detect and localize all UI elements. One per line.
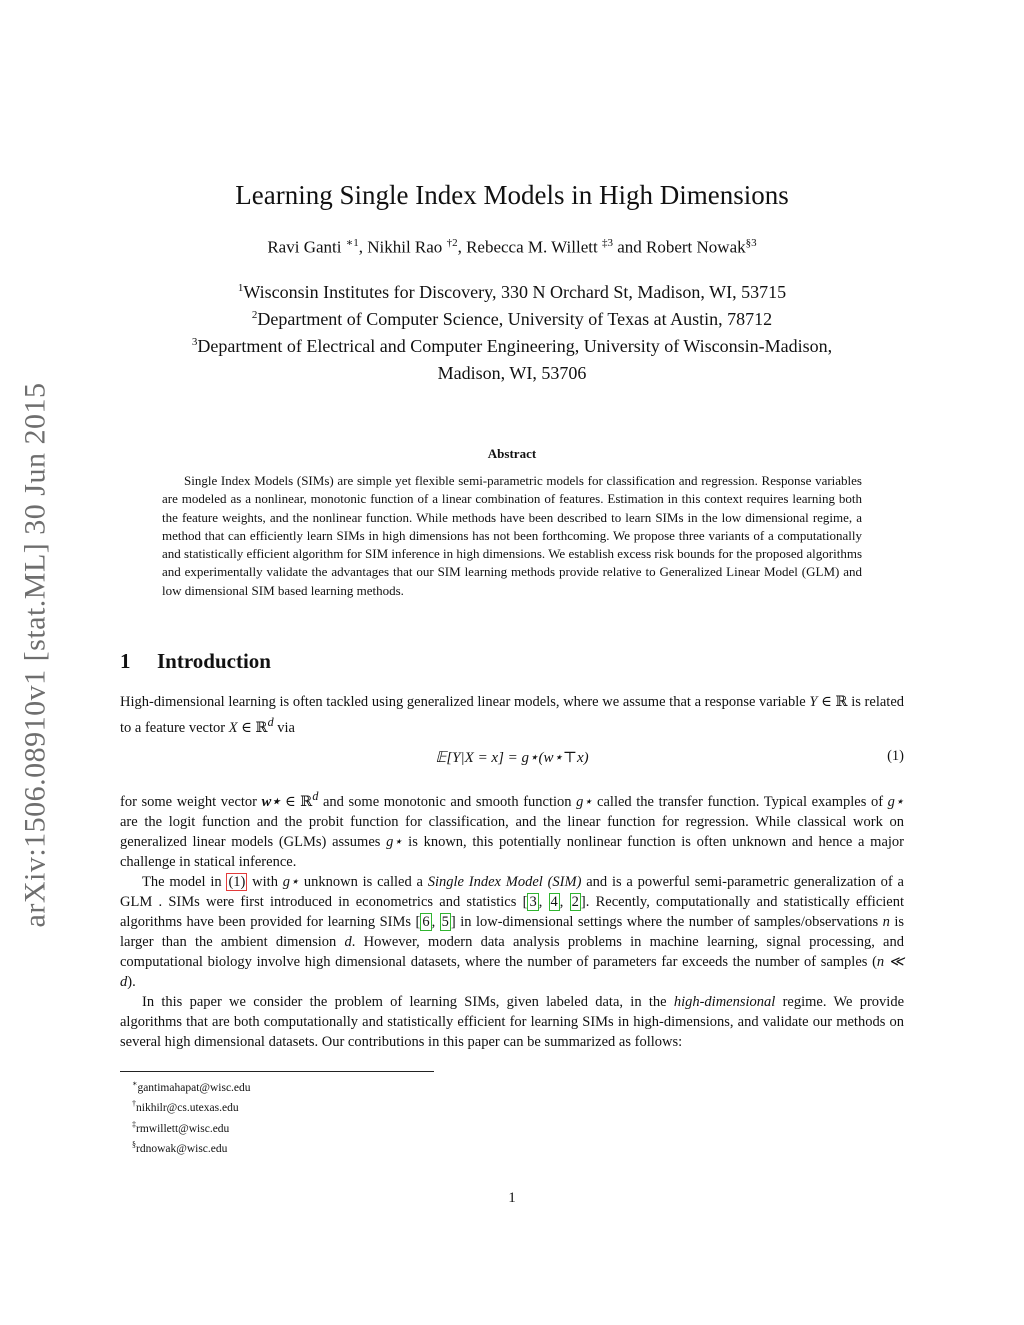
affiliation-line: $^1$Wisconsin Institutes for Discovery, 330 N Orchard St, Madison, WI, 53715 bbox=[237, 282, 787, 302]
section-heading bbox=[120, 649, 271, 674]
citation-link[interactable]: 2 bbox=[571, 893, 579, 910]
arxiv-stamp bbox=[14, 350, 56, 960]
affiliation-line: $^2$Department of Computer Science, University of Texas at Austin, 78712 bbox=[251, 309, 773, 329]
footnote: §rdnowak@wisc.edu bbox=[132, 1140, 228, 1156]
equation-number: (1) bbox=[887, 748, 904, 764]
intro-body bbox=[120, 786, 904, 1052]
arxiv-stamp-text: arXiv:1506.08910v1 [stat.ML] 30 Jun 2015 bbox=[18, 382, 51, 928]
footnote: †nikhilr@cs.utexas.edu bbox=[132, 1099, 239, 1115]
affiliations bbox=[120, 277, 904, 385]
affiliation-line: $^3$Department of Electrical and Computer Engineering, University of Wisconsin-Madison, bbox=[191, 336, 833, 356]
footnotes bbox=[132, 1076, 251, 1158]
author-mark: ∗1 bbox=[345, 237, 359, 249]
section-title: Introduction bbox=[157, 649, 271, 673]
page-number: 1 bbox=[508, 1190, 516, 1206]
equation-body: 𝔼[Y|X = x] = g⋆(w⋆⊤x) bbox=[435, 750, 589, 766]
abstract-heading: Abstract bbox=[487, 446, 537, 461]
intro-paragraph-4: In this paper we consider the problem of learning SIMs, given labeled data, in the high-dimensional regime. We provide algorithms that are both computationally and statistically efficient for learning SIMs in high-dimensions, and validate our methods on several high dimensional datasets. Our contributions in this paper can be summarized as follows: bbox=[120, 993, 905, 1050]
author-name: Ravi Ganti bbox=[267, 237, 342, 257]
affiliation-line: Madison, WI, 53706 bbox=[437, 363, 587, 383]
footnote: ∗gantimahapat@wisc.edu bbox=[132, 1079, 251, 1094]
author-list: Ravi Ganti $^{∗1}$, Nikhil Rao $^{\dagger 2}$, Rebecca M. Willett $^{\ddagger 3}$ and Robert Nowak$^{\S 3}$ bbox=[267, 237, 757, 257]
intro-paragraph-2: for some weight vector w⋆ ∈ ℝ$^d$ and some monotonic and smooth function g⋆ called the transfer function. Typical examples of g⋆ are the logit function and the probit function for classification, and the linear function for regression. While classical work on generalized linear models (GLMs) assumes g⋆ is known, this potentially nonlinear function is often unknown and hence a major challenge in statical inference. bbox=[120, 789, 905, 870]
footnote-divider bbox=[120, 1071, 434, 1072]
author-name: Nikhil Rao bbox=[367, 237, 443, 257]
author-mark: ‡3 bbox=[601, 237, 613, 249]
equation-1 bbox=[120, 748, 904, 770]
intro-paragraph-3: The model in (1) with g⋆ unknown is called a Single Index Model (SIM) and is a powerful semi-parametric generalization of a GLM . SIMs were first introduced in econometrics and statistics [ 3 , 4 , 2 ]. Recently, computationally and statistically efficient algorithms have been provided for learning SIMs [ 6 , 5 ] in low-dimensional settings where the number of samples/observations n is larger than the ambient dimension d. However, modern data analysis problems in machine learning, signal processing, and computational biology involve high dimensional datasets, where the number of parameters far exceeds the number of samples (n ≪ d). bbox=[120, 873, 905, 990]
citation-link[interactable]: 4 bbox=[550, 893, 558, 910]
footnote: ‡rmwillett@wisc.edu bbox=[132, 1119, 230, 1135]
section-number: 1 bbox=[120, 649, 131, 673]
author-name: Rebecca M. Willett bbox=[466, 237, 598, 257]
citation-link[interactable]: 3 bbox=[529, 893, 537, 910]
citation-link[interactable]: 5 bbox=[441, 913, 449, 930]
abstract-body bbox=[162, 472, 862, 600]
author-name: Robert Nowak bbox=[646, 237, 746, 257]
citation-link[interactable]: 6 bbox=[422, 913, 430, 930]
author-mark: †2 bbox=[446, 237, 458, 249]
equation-ref-link[interactable]: (1) bbox=[228, 873, 246, 890]
paper-title: Learning Single Index Models in High Dimensions bbox=[235, 180, 789, 210]
abstract-text: Single Index Models (SIMs) are simple yet flexible semi-parametric models for classification and regression. Response variables are modeled as a nonlinear, monotonic function of a linear combination of features. Estimation in this context requires learning both the feature weights, and the nonlinear function. While methods have been described to learn SIMs in the low dimensional regime, a method that can efficiently learn SIMs in high dimensions has not been forthcoming. We propose three variants of a computationally and statistically efficient algorithm for SIM inference in high dimensions. We establish excess risk bounds for the proposed algorithms and experimentally validate the advantages that our SIM learning methods provide relative to Generalized Linear Model (GLM) and low dimensional SIM based learning methods. bbox=[162, 473, 862, 598]
author-mark: §3 bbox=[745, 237, 757, 249]
intro-paragraph-1: High-dimensional learning is often tackled using generalized linear models, where we assume that a response variable Y ∈ ℝ is related to a feature vector X ∈ ℝ$^d$ via bbox=[120, 694, 905, 736]
